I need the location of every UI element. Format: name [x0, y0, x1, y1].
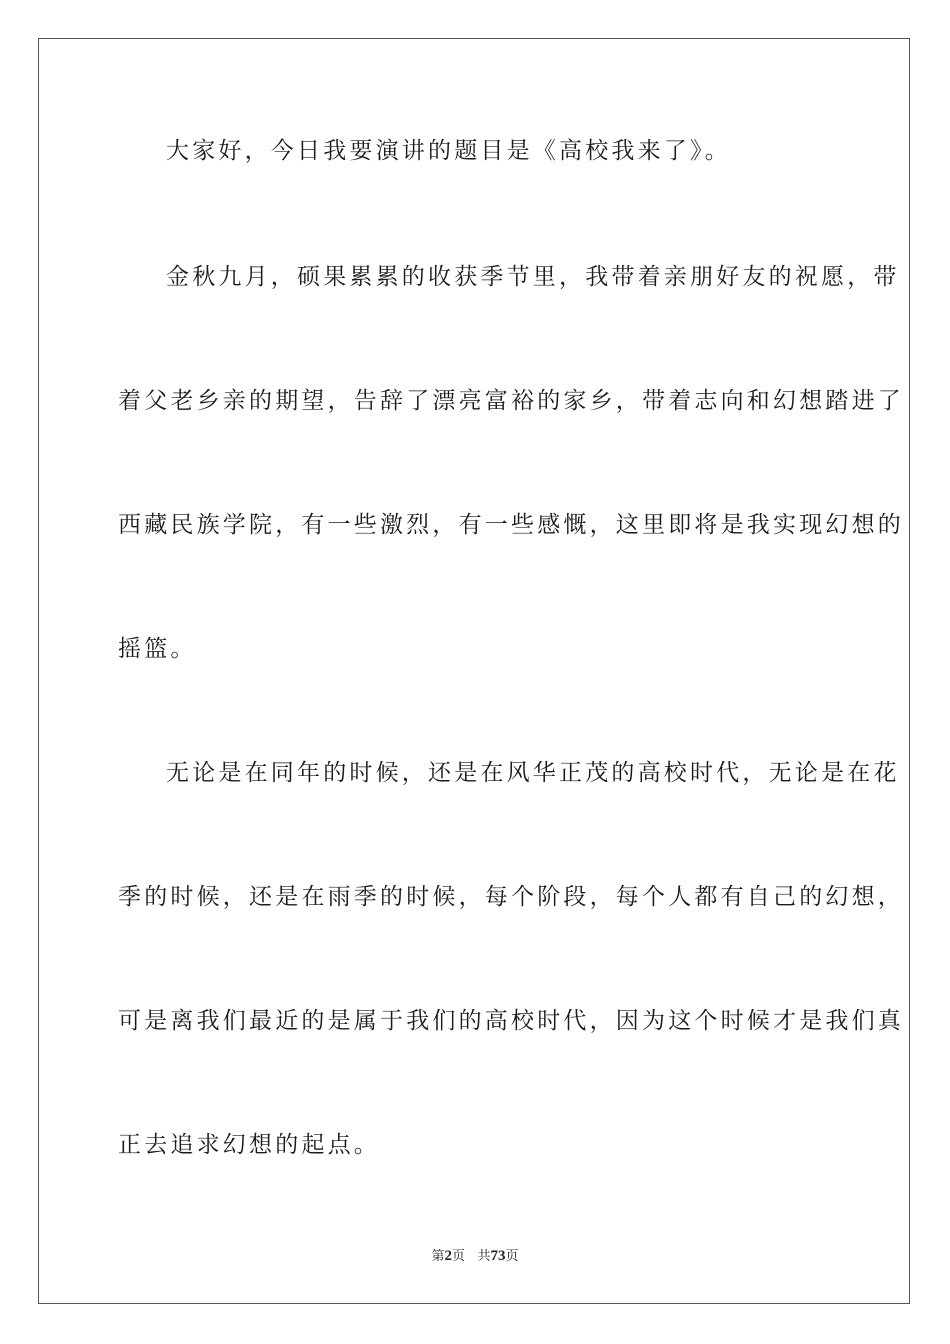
page-number: 2 — [444, 1248, 453, 1264]
paragraph-line: 无论是在同年的时候，还是在风华正茂的高校时代，无论是在花 — [166, 760, 900, 786]
paragraph-line: 西藏民族学院，有一些激烈，有一些感慨，这里即将是我实现幻想的 — [118, 512, 904, 538]
page-suffix: 页 — [452, 1249, 466, 1264]
paragraph-line: 可是离我们最近的是属于我们的高校时代，因为这个时候才是我们真 — [118, 1008, 904, 1034]
paragraph-line: 大家好，今日我要演讲的题目是《高校我来了》。 — [166, 138, 731, 164]
paragraph-line: 正去追求幻想的起点。 — [118, 1132, 380, 1158]
paragraph-line: 摇篮。 — [118, 636, 197, 662]
paragraph-line: 金秋九月，硕果累累的收获季节里，我带着亲朋好友的祝愿，带 — [166, 264, 900, 290]
total-pages: 73 — [490, 1248, 506, 1264]
paragraph-line: 季的时候，还是在雨季的时候，每个阶段，每个人都有自己的幻想， — [118, 884, 904, 910]
page-footer — [0, 1247, 950, 1266]
page-prefix: 第 — [431, 1249, 445, 1264]
paragraph-line: 着父老乡亲的期望，告辞了漂亮富裕的家乡，带着志向和幻想踏进了 — [118, 388, 904, 414]
total-prefix: 共 — [477, 1249, 491, 1264]
total-suffix: 页 — [505, 1249, 519, 1264]
page-frame — [38, 38, 910, 1304]
